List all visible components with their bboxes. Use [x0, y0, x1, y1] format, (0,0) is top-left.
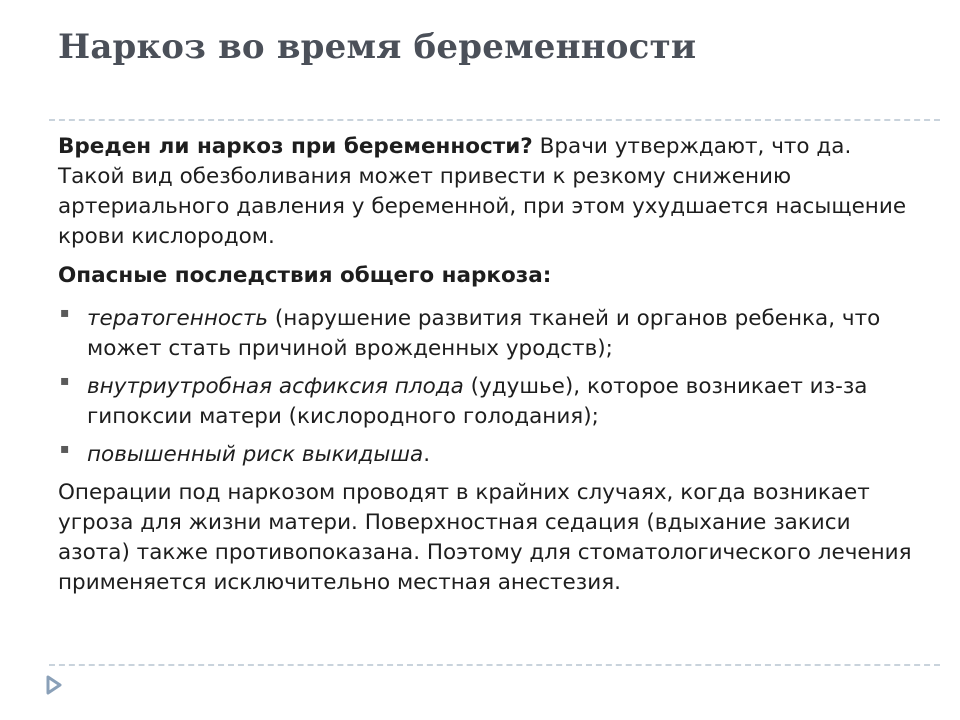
bottom-divider — [49, 664, 940, 666]
bullet-icon: ▪ — [60, 305, 70, 321]
slide-title: Наркоз во время беременности — [58, 27, 697, 67]
item-term: внутриутробная асфиксия плода — [87, 374, 464, 399]
intro-question: Вреден ли наркоз при беременности? — [58, 134, 533, 159]
list-item — [58, 440, 918, 470]
bullet-icon: ▪ — [60, 441, 70, 457]
list-item — [58, 304, 918, 364]
consequences-heading: Опасные последствия общего наркоза: — [58, 263, 552, 288]
conclusion-paragraph: Операции под наркозом проводят в крайних случаях, когда возникает угроза для жизни матери. Поверхностная седация (вдыхание закиси азота) также противопоказана. Поэтому для стоматологического лечения применяется исключительно местная анестезия. — [58, 480, 912, 595]
item-detail: (нарушение развития тканей и органов ребенка, что может стать причиной врожденных уродств); — [87, 306, 881, 361]
item-term: тератогенность — [87, 306, 269, 331]
item-detail: . — [423, 442, 431, 467]
item-detail: (удушье), которое возникает из-за гипоксии матери (кислородного голодания); — [87, 374, 868, 429]
triangle-play-icon[interactable] — [46, 675, 62, 695]
intro-paragraph — [58, 132, 918, 252]
slide-body — [58, 132, 918, 598]
top-divider — [49, 119, 940, 121]
item-term: повышенный риск выкидыша — [87, 442, 424, 467]
intro-answer: Врачи утверждают, что да. Такой вид обезболивания может привести к резкому снижению артериального давления у беременной, при этом ухудшается насыщение крови кислородом. — [58, 134, 907, 249]
consequences-list — [58, 304, 918, 470]
list-item — [58, 372, 918, 432]
bullet-icon: ▪ — [60, 373, 70, 389]
